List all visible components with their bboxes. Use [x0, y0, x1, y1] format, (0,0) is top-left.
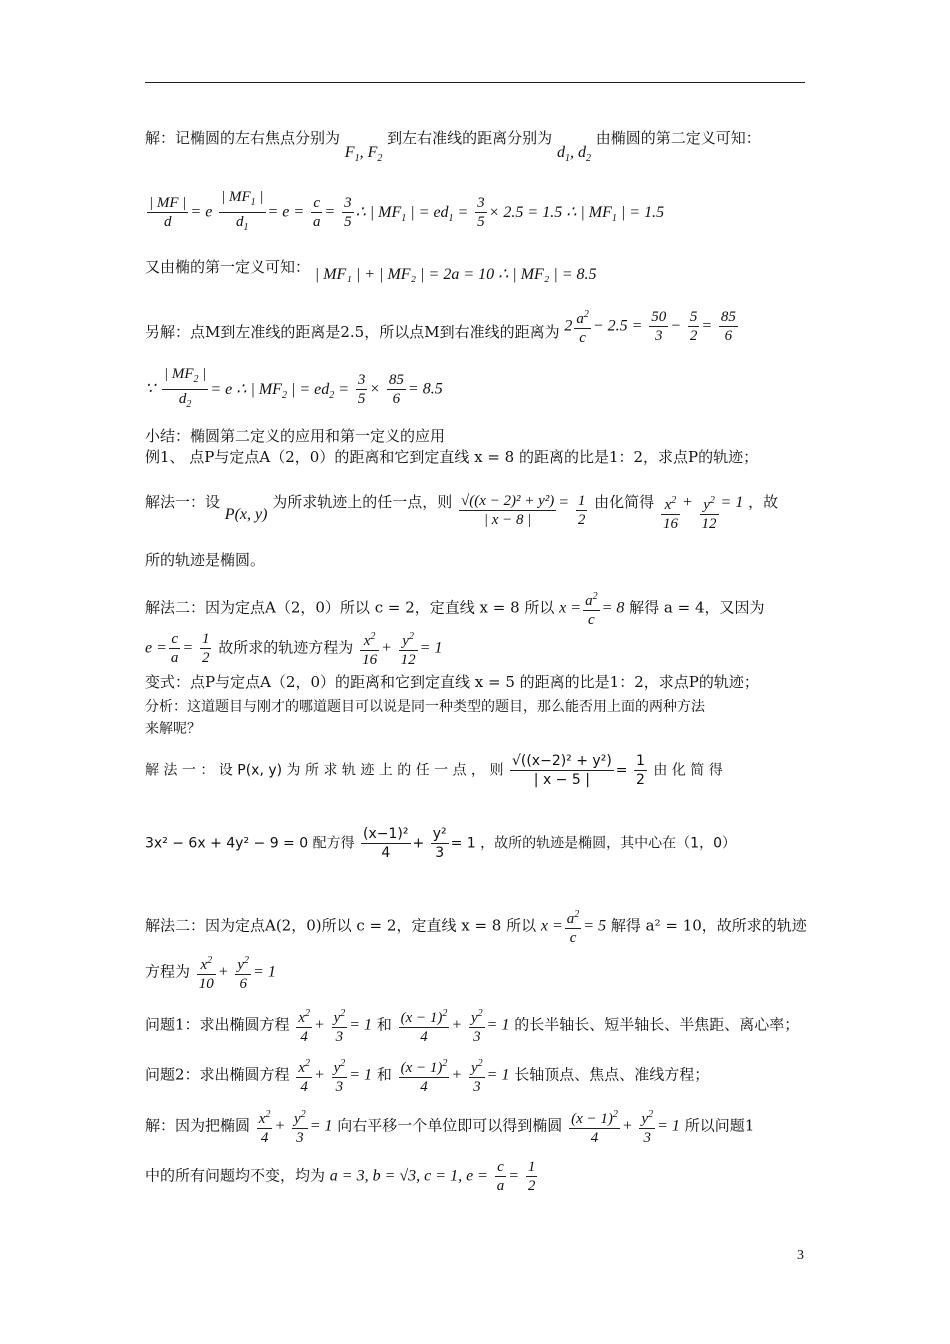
text-line: e = $\frac{c}{a}$ = $\frac{1}{2}$ 故所求的轨迹方程为 $\frac{x^2}{16}$ + $\frac{y^2}{12}$ = 1 — [145, 631, 443, 668]
text-line: 3x² − 6x + 4y² − 9 = 0 配方得 $\frac{\text{(x−1)²}}{4}$ + $\frac{\text{y²}}{3}$ = 1 ，故所的轨迹是椭圆，其中心在（1，0） — [145, 826, 736, 861]
text-line: 问题2：求出椭圆方程 $\frac{x^2}{4}$ + $\frac{y^2}{3}$ = 1 和 $\frac{(x - 1)^2}{4}$ + $\frac{y^2}{3}$ = 1 长轴顶点、焦点、准线方程； — [145, 1058, 710, 1095]
variant: 变式：点P与定点A（2，0）的距离和它到定直线 x = 5 的距离的比是1：2，求点P的轨迹； — [145, 673, 759, 691]
example-1: 例1、 点P与定点A（2，0）的距离和它到定直线 x = 8 的距离的比是1：2，求点P的轨迹； — [145, 448, 759, 466]
page-number: 3 — [797, 1248, 804, 1263]
text: 解法一：设 — [145, 493, 221, 511]
text: ，故所的轨迹是椭圆，其中心在（1，0） — [480, 835, 736, 852]
equation: ∵ $\frac{| MF_2 |}{d_2}$ = e ∴ | $MF_2$ | = $ed_2$ = $\frac{3}{5}$ × $\frac{85}{6}$ = 8.5 — [145, 365, 443, 414]
text-line: 解法二：因为定点A(2，0)所以 c = 2，定直线 x = 8 所以 x = $\frac{a^2}{c}$ = 5 解得 a² = 10，故所求的轨迹 — [145, 909, 807, 946]
text: 解得 a = 4，又因为 — [629, 598, 765, 617]
text: 方程为 — [145, 962, 191, 981]
text: 由化简得 — [594, 493, 655, 511]
text: 故所求的轨迹方程为 — [218, 638, 354, 657]
text: 另解：点M到左准线的距离是2.5，所以点M到右准线的距离为 — [145, 322, 560, 341]
header-rule — [145, 82, 805, 83]
text: 和 — [376, 1015, 392, 1034]
text: 解得 a² = 10，故所求的轨迹 — [610, 916, 807, 935]
text: 由 化 简 得 — [653, 762, 723, 779]
text: 解：因为把椭圆 — [145, 1116, 251, 1135]
text-line: 问题1：求出椭圆方程 $\frac{x^2}{4}$ + $\frac{y^2}{3}$ = 1 和 $\frac{(x - 1)^2}{4}$ + $\frac{y^2}{3}$ = 1 的长半轴长、短半轴长、半焦距、离心率； — [145, 1008, 800, 1045]
equation: $\frac{| MF |}{d}$ = e $\frac{| MF_1 |}{d_1}$ = e = $\frac{c}{a}$ = $\frac{3}{5}$ ∴ | $MF_1$ | = $ed_1$ = $\frac{3}{5}$ × 2.5 = 1.5 ∴ | $MF_1$ | = 1.5 — [145, 188, 664, 237]
text: 又由椭的第一定义可知： — [145, 258, 311, 276]
text: 和 — [376, 1065, 392, 1084]
text: 中的所有问题均不变，均为 — [145, 1166, 326, 1185]
text-line: 解：记椭圆的左右焦点分别为 $F_1$, $F_2$ 到左右准线的距离分别为 $d_1$, $d_2$ 由椭圆的第二定义可知： — [145, 129, 761, 165]
text: 解 法 一 ： 设 P(x, y) 为 所 求 轨 迹 上 的 任 一 点 ， 则 — [145, 762, 504, 779]
text: 为所求轨迹上的任一点，则 — [272, 493, 453, 511]
text-line: 解 法 一 ： 设 P(x, y) 为 所 求 轨 迹 上 的 任 一 点 ， 则 $\frac{\text{√((x−2)² + y²)}}{| x - 5 |}$ = $\frac{1}{2}$ 由 化 简 得 — [145, 753, 723, 788]
text-line: 解法一：设 P(x, y) 为所求轨迹上的任一点，则 $\frac{\text{√((x − 2)² + y²)}}{| x - 8 |}$ = $\frac{1}{2}$ 由化简得 $\frac{x^2}{16}$ + $\frac{y^2}{12}$ = 1 ，故 — [145, 493, 779, 532]
text: 问题2：求出椭圆方程 — [145, 1065, 290, 1084]
text-line — [145, 257, 597, 283]
analysis: 来解呢？ — [145, 721, 201, 737]
text: 由椭圆的第二定义可知： — [595, 129, 761, 147]
text: ，故 — [748, 493, 779, 511]
text: 到左右准线的距离分别为 — [387, 129, 553, 147]
text-line: 解：因为把椭圆 $\frac{x^2}{4}$ + $\frac{y^2}{3}$ = 1 向右平移一个单位即可以得到椭圆 $\frac{(x - 1)^2}{4}$ + $\frac{y^2}{3}$ = 1 所以问题1 — [145, 1109, 755, 1146]
text: 向右平移一个单位即可以得到椭圆 — [337, 1116, 563, 1135]
text-line: 方程为 $\frac{x^2}{10}$ + $\frac{y^2}{6}$ = 1 — [145, 955, 276, 992]
text: 3x² − 6x + 4y² − 9 = 0 配方得 — [145, 835, 355, 852]
math: | MF₁ | + | MF₂ | = 2a = 10 ∴ | MF₂ | = 8.5 — [314, 266, 597, 283]
text: 解法二：因为定点A(2，0)所以 c = 2，定直线 x = 8 所以 — [145, 916, 537, 935]
text: 所的轨迹是椭圆。 — [145, 551, 266, 569]
text: 解法二：因为定点A（2，0）所以 c = 2，定直线 x = 8 所以 — [145, 598, 555, 617]
text: 解：记椭圆的左右焦点分别为 — [145, 129, 341, 147]
text-line: 另解：点M到左准线的距离是2.5，所以点M到右准线的距离为 2 $\frac{a^2}{c}$ − 2.5 = $\frac{50}{3}$ − $\frac{5}{2}$ = $\frac{85}{6}$ — [145, 309, 736, 346]
text: 所以问题1 — [684, 1116, 755, 1135]
text-line: 解法二：因为定点A（2，0）所以 c = 2，定直线 x = 8 所以 x = $\frac{a^2}{c}$ = 8 解得 a = 4，又因为 — [145, 591, 765, 628]
text: 长轴顶点、焦点、准线方程； — [514, 1065, 710, 1084]
analysis: 分析：这道题目与刚才的哪道题目可以说是同一种类型的题目，那么能否用上面的两种方法 — [145, 699, 705, 715]
text-line: 中的所有问题均不变，均为 a = 3, b = √3, c = 1, e = $\frac{c}{a}$ = $\frac{1}{2}$ — [145, 1159, 536, 1194]
summary: 小结：椭圆第二定义的应用和第一定义的应用 — [145, 427, 446, 445]
text: 的长半轴长、短半轴长、半焦距、离心率； — [514, 1015, 800, 1034]
text: 问题1：求出椭圆方程 — [145, 1015, 290, 1034]
